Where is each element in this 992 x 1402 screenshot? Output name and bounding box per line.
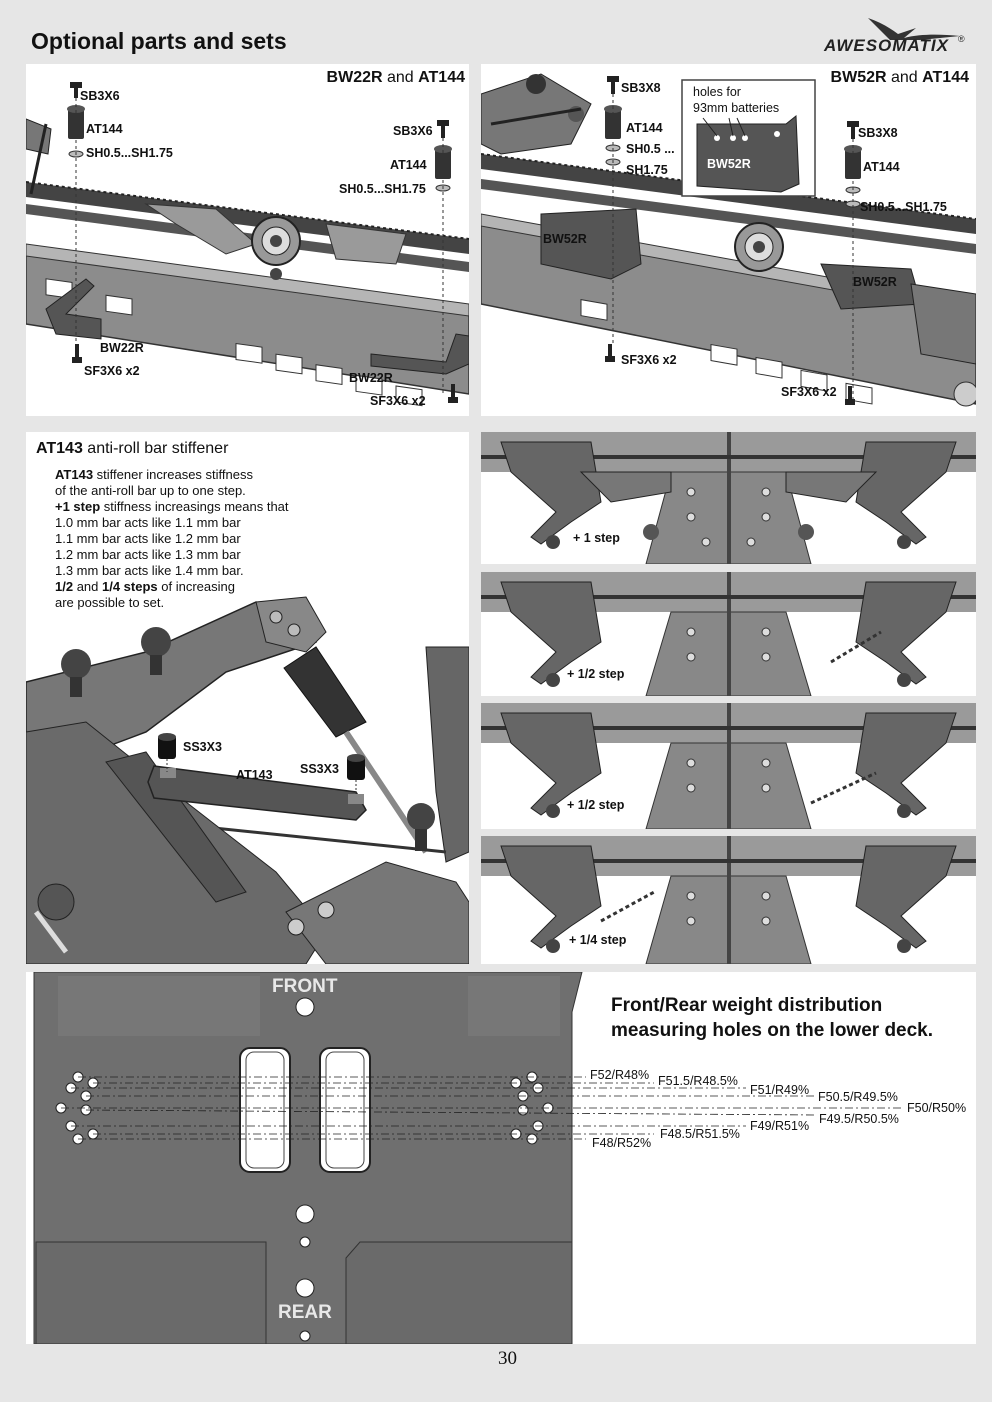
description-line: 1.2 mm bar acts like 1.3 mm bar <box>55 547 241 562</box>
description-line: are possible to set. <box>55 595 165 610</box>
callout-line: holes for <box>693 85 741 99</box>
distribution-label: F52/R48% <box>590 1068 650 1082</box>
title-conjunction: and <box>891 69 918 86</box>
distribution-label: F51/R49% <box>750 1083 810 1097</box>
panel-title-text: anti-roll bar stiffener <box>87 440 229 457</box>
suspension-step-illustration <box>481 836 976 964</box>
label-at144: AT144 <box>863 160 900 174</box>
panel-at143 <box>26 432 469 964</box>
callout-text <box>693 84 779 116</box>
brand-name: AWESOMATIX <box>824 36 949 55</box>
brand-registered: ® <box>958 34 965 44</box>
label-bw22r: BW22R <box>100 341 144 355</box>
label-sb3x8: SB3X8 <box>858 126 898 140</box>
label-sb3x8: SB3X8 <box>621 81 661 95</box>
part-code: BW22R <box>326 69 383 86</box>
label-shims: SH0.5...SH1.75 <box>860 200 947 214</box>
label-at143: AT143 <box>236 768 273 782</box>
panel-title <box>36 440 228 458</box>
description-line: of the anti-roll bar up to one step. <box>55 483 246 498</box>
heading-line: Front/Rear weight distribution <box>611 995 883 1016</box>
page-number: 30 <box>498 1348 517 1369</box>
label-at144: AT144 <box>626 121 663 135</box>
part-code: AT144 <box>922 69 969 86</box>
at143-description <box>55 467 289 611</box>
panel-bw22r-at144 <box>26 64 469 416</box>
title-conjunction: and <box>387 69 414 86</box>
description-line: 1.0 mm bar acts like 1.1 mm bar <box>55 515 241 530</box>
suspension-step-illustration <box>481 703 976 829</box>
label-ss3x3: SS3X3 <box>183 740 222 754</box>
step-panel-3 <box>481 703 976 829</box>
label-sb3x6: SB3X6 <box>80 89 120 103</box>
label-at144: AT144 <box>86 122 123 136</box>
label-sf3x6: SF3X6 x2 <box>370 394 426 408</box>
rear-label: REAR <box>278 1302 332 1323</box>
label-sh05: SH0.5 ... <box>626 142 675 156</box>
label-ss3x3: SS3X3 <box>300 762 339 776</box>
part-code: AT143 <box>36 440 83 457</box>
part-code: AT144 <box>418 69 465 86</box>
page-title: Optional parts and sets <box>31 28 287 54</box>
distribution-label: F51.5/R48.5% <box>658 1074 738 1088</box>
step-label: + 1/2 step <box>567 667 625 681</box>
distribution-label: F49.5/R50.5% <box>819 1112 899 1126</box>
label-shims: SH0.5...SH1.75 <box>339 182 426 196</box>
distribution-label: F50.5/R49.5% <box>818 1090 898 1104</box>
label-sb3x6: SB3X6 <box>393 124 433 138</box>
label-sf3x6: SF3X6 x2 <box>84 364 140 378</box>
distribution-label: F48.5/R51.5% <box>660 1127 740 1141</box>
description-line: 1.3 mm bar acts like 1.4 mm bar. <box>55 563 244 578</box>
front-label: FRONT <box>272 976 338 997</box>
label-shims: SH0.5...SH1.75 <box>86 146 173 160</box>
part-code: BW52R <box>830 69 887 86</box>
panel-lower-deck <box>26 972 976 1344</box>
panel-bw52r-at144 <box>481 64 976 416</box>
callout-line: 93mm batteries <box>693 101 780 115</box>
label-bw52r: BW52R <box>853 275 897 289</box>
distribution-label: F50/R50% <box>907 1101 967 1115</box>
heading-line: measuring holes on the lower deck. <box>611 1020 934 1041</box>
label-sf3x6: SF3X6 x2 <box>621 353 677 367</box>
description-line: 1/2 and 1/4 steps of increasing <box>55 579 235 594</box>
description-line: +1 step stiffness increasings means that <box>55 499 289 514</box>
suspension-step-illustration <box>481 572 976 696</box>
panel-title <box>831 69 969 87</box>
step-label: + 1 step <box>573 531 620 545</box>
step-panel-2 <box>481 572 976 696</box>
label-bw52r: BW52R <box>707 157 751 171</box>
label-bw22r: BW22R <box>349 371 393 385</box>
suspension-step-illustration <box>481 432 976 564</box>
label-sh175: SH1.75 <box>626 163 668 177</box>
distribution-label: F49/R51% <box>750 1119 810 1133</box>
step-label: + 1/2 step <box>567 798 625 812</box>
description-line: 1.1 mm bar acts like 1.2 mm bar <box>55 531 241 546</box>
step-label: + 1/4 step <box>569 933 627 947</box>
panel-title <box>327 69 465 87</box>
brand-logo <box>820 14 970 58</box>
label-bw52r: BW52R <box>543 232 587 246</box>
description-line: AT143 stiffener increases stiffness <box>55 467 253 482</box>
step-panel-1 <box>481 432 976 564</box>
step-panel-4 <box>481 836 976 964</box>
deck-heading <box>611 993 933 1043</box>
distribution-label: F48/R52% <box>592 1136 652 1150</box>
label-at144: AT144 <box>390 158 427 172</box>
label-sf3x6: SF3X6 x2 <box>781 385 837 399</box>
